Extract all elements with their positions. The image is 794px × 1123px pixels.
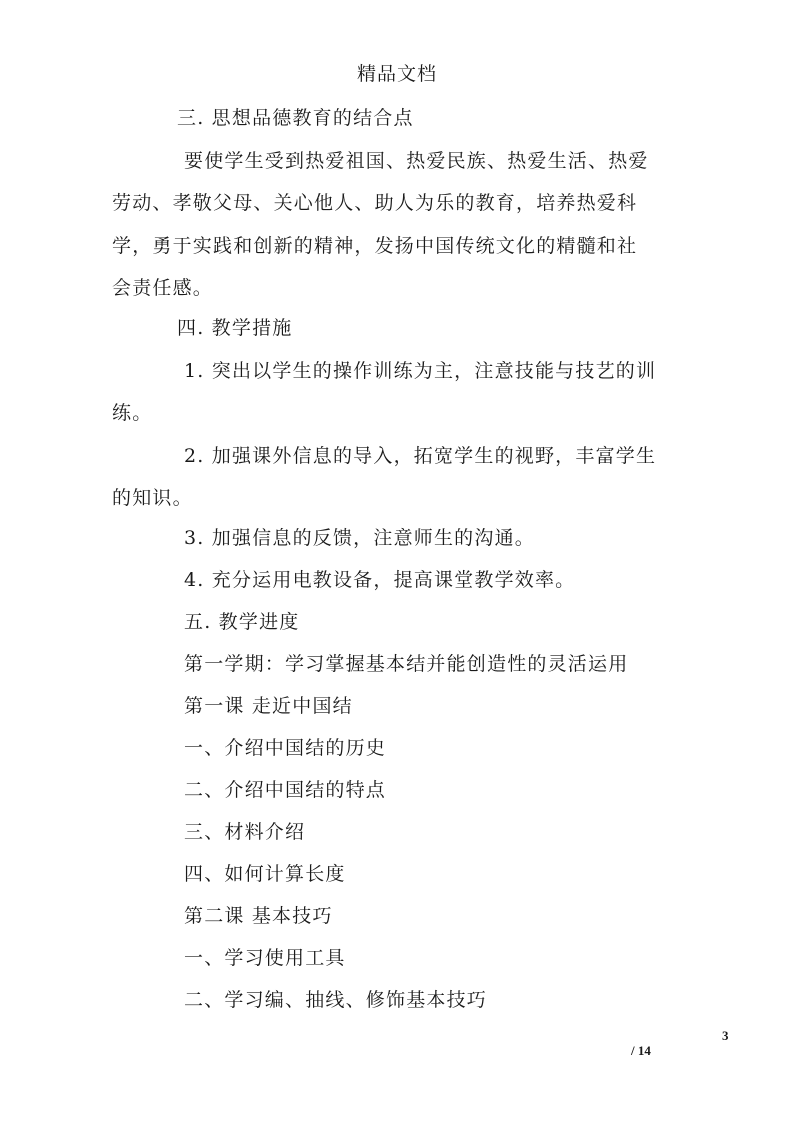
paragraph-line: 练。 (112, 402, 153, 425)
lesson-2-item: 一、学习使用工具 (184, 947, 346, 969)
measure-2 (112, 435, 672, 520)
lesson-1-item: 三、材料介绍 (184, 821, 306, 843)
page-header-title: 精品文档 (356, 63, 437, 85)
measure-1 (112, 350, 672, 435)
semester-1-line: 第一学期：学习掌握基本结并能创造性的灵活运用 (184, 653, 629, 675)
paragraph-line: 的知识。 (112, 487, 193, 510)
lesson-1-title: 第一课 走近中国结 (184, 695, 353, 717)
section-3-heading: 三. 思想品德教育的结合点 (177, 107, 414, 129)
section-5-heading: 五. 教学进度 (184, 611, 300, 633)
page-number: 3 (722, 1028, 729, 1043)
lesson-2-title: 第二课 基本技巧 (184, 905, 333, 927)
lesson-1-item: 二、介绍中国结的特点 (184, 779, 387, 801)
section-3-paragraph (112, 140, 672, 309)
page-total: / 14 (631, 1043, 651, 1058)
lesson-1-item: 四、如何计算长度 (184, 863, 346, 885)
measure-3: 3. 加强信息的反馈，注意师生的沟通。 (184, 527, 535, 549)
paragraph-line: 会责任感。 (112, 276, 214, 299)
lesson-1-item: 一、介绍中国结的历史 (184, 737, 387, 759)
paragraph-line: 学，勇于实践和创新的精神，发扬中国传统文化的精髓和社 (112, 234, 638, 257)
measure-4: 4. 充分运用电教设备，提高课堂教学效率。 (184, 569, 576, 591)
paragraph-line: 2. 加强课外信息的导入，拓宽学生的视野，丰富学生 (184, 445, 657, 467)
paragraph-line: 劳动、孝敬父母、关心他人、助人为乐的教育，培养热爱科 (112, 192, 638, 215)
section-4-heading: 四. 教学措施 (177, 317, 293, 339)
paragraph-line: 要使学生受到热爱祖国、热爱民族、热爱生活、热爱 (184, 150, 649, 172)
lesson-2-item: 二、学习编、抽线、修饰基本技巧 (184, 989, 488, 1011)
paragraph-line: 1. 突出以学生的操作训练为主，注意技能与技艺的训 (184, 360, 657, 382)
